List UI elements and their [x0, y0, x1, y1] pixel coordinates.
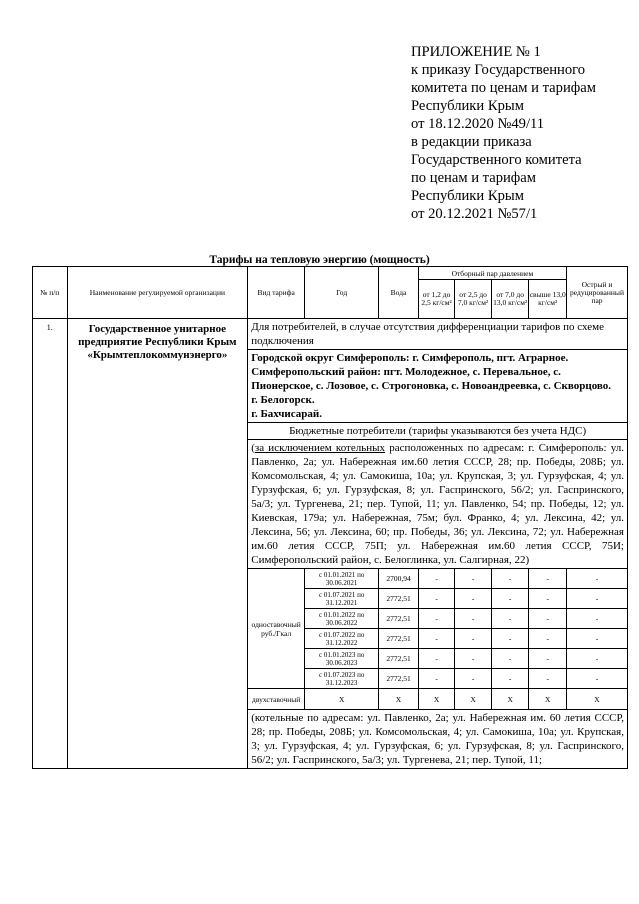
row-number: 1.	[33, 319, 68, 769]
appendix-line: Республики Крым	[411, 188, 524, 204]
x-cell: X	[379, 689, 419, 710]
dash-cell: -	[418, 589, 455, 609]
two-rate-label: двухставочный	[248, 689, 305, 710]
dash-cell: -	[455, 669, 492, 689]
appendix-heading	[411, 43, 633, 223]
dash-cell: -	[491, 609, 529, 629]
x-cell: X	[529, 689, 567, 710]
appendix-line: в редакции приказа	[411, 134, 532, 150]
x-cell: X	[491, 689, 529, 710]
water-value: 2772,51	[379, 609, 419, 629]
appendix-line: Республики Крым	[411, 98, 524, 114]
dash-cell: -	[529, 669, 567, 689]
x-cell: X	[305, 689, 379, 710]
header-steam-4: свыше 13,0 кг/см²	[529, 280, 567, 319]
dash-cell: -	[418, 649, 455, 669]
dash-cell: -	[567, 649, 628, 669]
dash-cell: -	[567, 609, 628, 629]
dash-cell: -	[491, 589, 529, 609]
organization-name: Государственное унитарное предприятие Республики Крым «Крымтеплокоммунэнерго»	[67, 319, 248, 769]
dash-cell: -	[455, 629, 492, 649]
exclusion-underlined: за исключением котельных	[254, 442, 386, 454]
exclusion-addresses: (за исключением котельных расположенных по адресам: г. Симферополь: ул. Павленко, 2а; ул. Набережная им.60 летия СССР, 28; пр. Победы, 208Б; ул. Комсомольская, 4; ул. Самокиша, 10а; ул. Крупская, 3; ул. Гурзуфская, 4; ул. Гурзуфская, 6; ул. Гурзуфская, 8; ул. Гаспринского, 56/2; ул. Гаспринского, 5а/3; ул. Тургенева, 21; пер. Тупой, 11; ул. Павленко, 54; пр. Победы, 12; ул. Киевская, 179а; ул. Набережная, 75м; бул. Франко, 4; ул. Лексина, 42; ул. Лексина, 56; ул. Лексина, 60; пр. Победы, 36; ул. Лексина, 72; ул. Набережная им.60 летия СССР, 75П; ул. Набережная им.60 летия СССР, 75И; Симферопольский район, с. Белоглинка, ул. Салгирная, 22)	[248, 440, 628, 569]
dash-cell: -	[455, 649, 492, 669]
dash-cell: -	[455, 589, 492, 609]
water-value: 2772,51	[379, 629, 419, 649]
header-org: Наименование регулируемой организации	[67, 267, 248, 319]
boiler-addresses: (котельные по адресам: ул. Павленко, 2а; ул. Набережная им. 60 летия СССР, 28; пр. Победы, 208Б; ул. Комсомольская, 4; ул. Самокиша, 10а; ул. Крупская, 3; ул. Гурзуфская, 4; ул. Гурзуфская, 6; ул. Гурзуфская, 8; ул. Гаспринского, 56/2; ул. Гаспринского, 5а/3; ул. Тургенева, 21; пер. Тупой, 11;	[248, 710, 628, 769]
dash-cell: -	[455, 569, 492, 589]
water-value: 2772,51	[379, 589, 419, 609]
dash-cell: -	[491, 649, 529, 669]
period-cell: с 01.07.2021 по 31.12.2021	[305, 589, 379, 609]
period-cell: с 01.07.2023 по 31.12.2023	[305, 669, 379, 689]
tariff-table	[32, 266, 628, 769]
header-water: Вода	[379, 267, 419, 319]
header-steam-3: от 7,0 до 13,0 кг/см²	[491, 280, 529, 319]
dash-cell: -	[567, 569, 628, 589]
dash-cell: -	[491, 629, 529, 649]
water-value: 2772,51	[379, 649, 419, 669]
header-steam-group: Отборный пар давлением	[418, 267, 566, 280]
dash-cell: -	[418, 609, 455, 629]
dash-cell: -	[491, 669, 529, 689]
period-cell: с 01.01.2023 по 30.06.2023	[305, 649, 379, 669]
period-cell: с 01.01.2022 по 30.06.2022	[305, 609, 379, 629]
dash-cell: -	[529, 649, 567, 669]
header-sharp-steam: Острый и редуцированный пар	[567, 267, 628, 319]
dash-cell: -	[567, 669, 628, 689]
appendix-line: Государственного комитета	[411, 152, 582, 168]
dash-cell: -	[455, 609, 492, 629]
x-cell: X	[455, 689, 492, 710]
appendix-line: комитета по ценам и тарифам	[411, 80, 596, 96]
territory-block	[248, 350, 628, 423]
territory-line: Городской округ Симферополь: г. Симферополь, пгт. Аграрное.	[251, 352, 569, 364]
single-rate-label: одноставочный руб./Гкал	[248, 569, 305, 689]
appendix-line: по ценам и тарифам	[411, 170, 536, 186]
x-cell: X	[418, 689, 455, 710]
appendix-line: ПРИЛОЖЕНИЕ № 1	[411, 44, 541, 60]
dash-cell: -	[567, 589, 628, 609]
header-steam-1: от 1,2 до 2,5 кг/см²	[418, 280, 455, 319]
dash-cell: -	[567, 629, 628, 649]
header-steam-2: от 2,5 до 7,0 кг/см²	[455, 280, 492, 319]
dash-cell: -	[529, 609, 567, 629]
header-year: Год	[305, 267, 379, 319]
appendix-line: от 18.12.2020 №49/11	[411, 116, 545, 132]
dash-cell: -	[529, 569, 567, 589]
appendix-line: от 20.12.2021 №57/1	[411, 206, 538, 222]
water-value: 2700,94	[379, 569, 419, 589]
period-cell: с 01.07.2022 по 31.12.2022	[305, 629, 379, 649]
territory-line: г. Бахчисарай.	[251, 408, 322, 420]
header-tariff-type: Вид тарифа	[248, 267, 305, 319]
header-num: № п/п	[33, 267, 68, 319]
appendix-line: к приказу Государственного	[411, 62, 586, 78]
dash-cell: -	[418, 669, 455, 689]
consumers-note: Для потребителей, в случае отсутствия дифференциации тарифов по схеме подключения	[248, 319, 628, 350]
territory-line: Симферопольский район: пгт. Молодежное, с. Перевальное, с. Пионерское, с. Лозовое, с. Строгоновка, с. Новоандреевка, с. Скворцово.	[251, 366, 612, 392]
water-value: 2772,51	[379, 669, 419, 689]
dash-cell: -	[418, 569, 455, 589]
dash-cell: -	[418, 629, 455, 649]
dash-cell: -	[529, 589, 567, 609]
x-cell: X	[567, 689, 628, 710]
dash-cell: -	[491, 569, 529, 589]
territory-line: г. Белогорск.	[251, 394, 315, 406]
table-title: Тарифы на тепловую энергию (мощность)	[209, 254, 430, 266]
dash-cell: -	[529, 629, 567, 649]
period-cell: с 01.01.2021 по 30.06.2021	[305, 569, 379, 589]
budget-consumers-note: Бюджетные потребители (тарифы указываются без учета НДС)	[248, 423, 628, 440]
